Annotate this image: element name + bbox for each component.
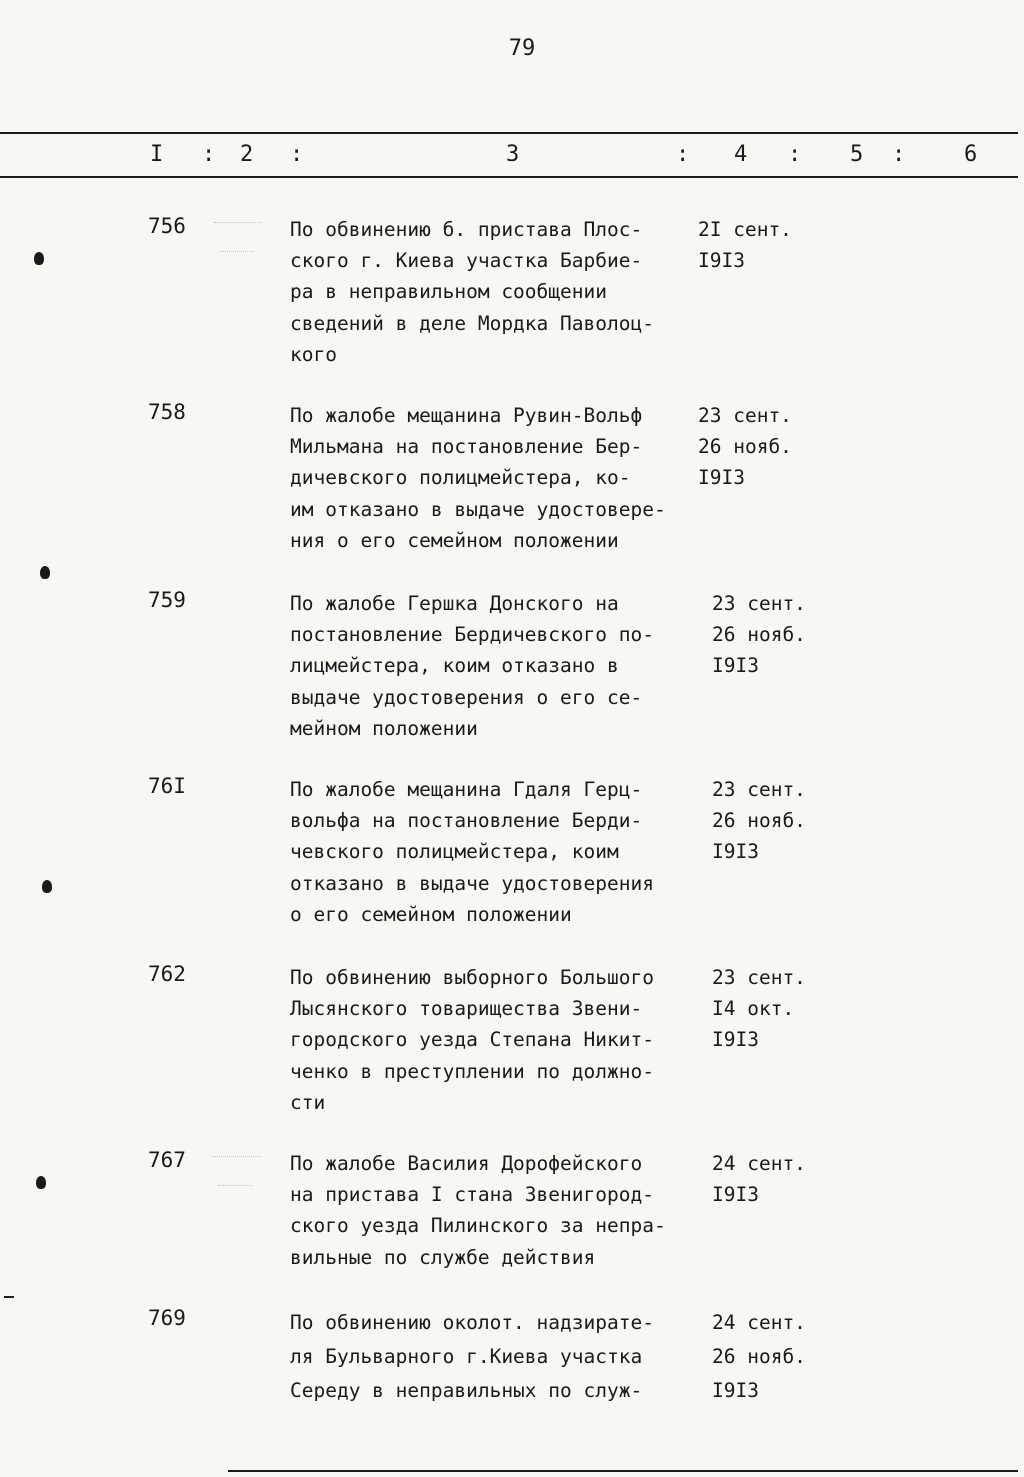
row-description: По жалобе мещанина Гдаля Герц- вольфа на постановление Берди- чевского полицмейстера, коим отказано в выдаче удостоверения о его семейном положении bbox=[290, 778, 654, 926]
row-number: 756 bbox=[148, 214, 186, 238]
row-number: 759 bbox=[148, 588, 186, 612]
row-description: По обвинению выборного Большого Лысянского товарищества Звени- городского уезда Степана Никит- ченко в преступлении по должно- сти bbox=[290, 966, 654, 1114]
page-number: 79 bbox=[508, 36, 536, 61]
column-5-header: 5 bbox=[850, 142, 864, 167]
row-description: По жалобе Василия Дорофейского на пристава I стана Звенигород- ского уезда Пилинского за непра- вильные по службе действия bbox=[290, 1152, 666, 1269]
row-description: По жалобе мещанина Рувин-Вольф Мильмана на постановление Бер- дичевского полицмейстера, ко- им отказано в выдаче удостовере- ния о его семейном положении bbox=[290, 404, 666, 552]
row-description: По жалобе Гершка Донского на постановление Бердичевского по- лицмейстера, коим отказано в выдаче удостоверения о его се- мейном положении bbox=[290, 592, 654, 740]
column-separator: : bbox=[202, 142, 216, 167]
row-description: По обвинению б. пристава Плос- ского г. Киева участка Барбие- ра в неправильном сообщении сведений в деле Мордка Паволоц- кого bbox=[290, 218, 654, 366]
row-number: 758 bbox=[148, 400, 186, 424]
table-bottom-rule bbox=[228, 1470, 1018, 1472]
row-description: По обвинению околот. надзирате- ля Бульварного г.Киева участка Середу в неправильных по служ- bbox=[290, 1311, 654, 1402]
column-6-header: 6 bbox=[964, 142, 978, 167]
faint-stamp-mark bbox=[214, 222, 262, 263]
column-4-header: 4 bbox=[734, 142, 748, 167]
row-number: 762 bbox=[148, 962, 186, 986]
punch-hole-mark bbox=[42, 880, 52, 893]
row-dates: 23 сент. I4 окт. I9I3 bbox=[712, 966, 806, 1052]
column-separator: : bbox=[676, 142, 690, 167]
punch-hole-mark bbox=[40, 566, 50, 579]
faint-stamp-mark bbox=[212, 1156, 260, 1197]
column-1-header: I bbox=[150, 142, 164, 167]
column-separator: : bbox=[290, 142, 304, 167]
column-separator: : bbox=[788, 142, 802, 167]
margin-tick-mark bbox=[4, 1296, 14, 1298]
punch-hole-mark bbox=[36, 1176, 46, 1189]
row-number: 769 bbox=[148, 1306, 186, 1330]
row-dates: 24 сент. I9I3 bbox=[712, 1152, 806, 1207]
row-dates: 2I сент. I9I3 bbox=[698, 218, 792, 273]
row-dates: 23 сент. 26 нояб. I9I3 bbox=[712, 778, 806, 864]
column-2-header: 2 bbox=[240, 142, 254, 167]
column-separator: : bbox=[892, 142, 906, 167]
column-3-header: 3 bbox=[506, 142, 520, 167]
table-header-rule bbox=[0, 176, 1018, 178]
row-dates: 23 сент. 26 нояб. I9I3 bbox=[698, 404, 792, 490]
table-top-rule bbox=[0, 132, 1018, 134]
row-number: 767 bbox=[148, 1148, 186, 1172]
row-dates: 24 сент. 26 нояб. I9I3 bbox=[712, 1311, 806, 1402]
row-number: 76I bbox=[148, 774, 186, 798]
punch-hole-mark bbox=[34, 252, 44, 265]
row-dates: 23 сент. 26 нояб. I9I3 bbox=[712, 592, 806, 678]
